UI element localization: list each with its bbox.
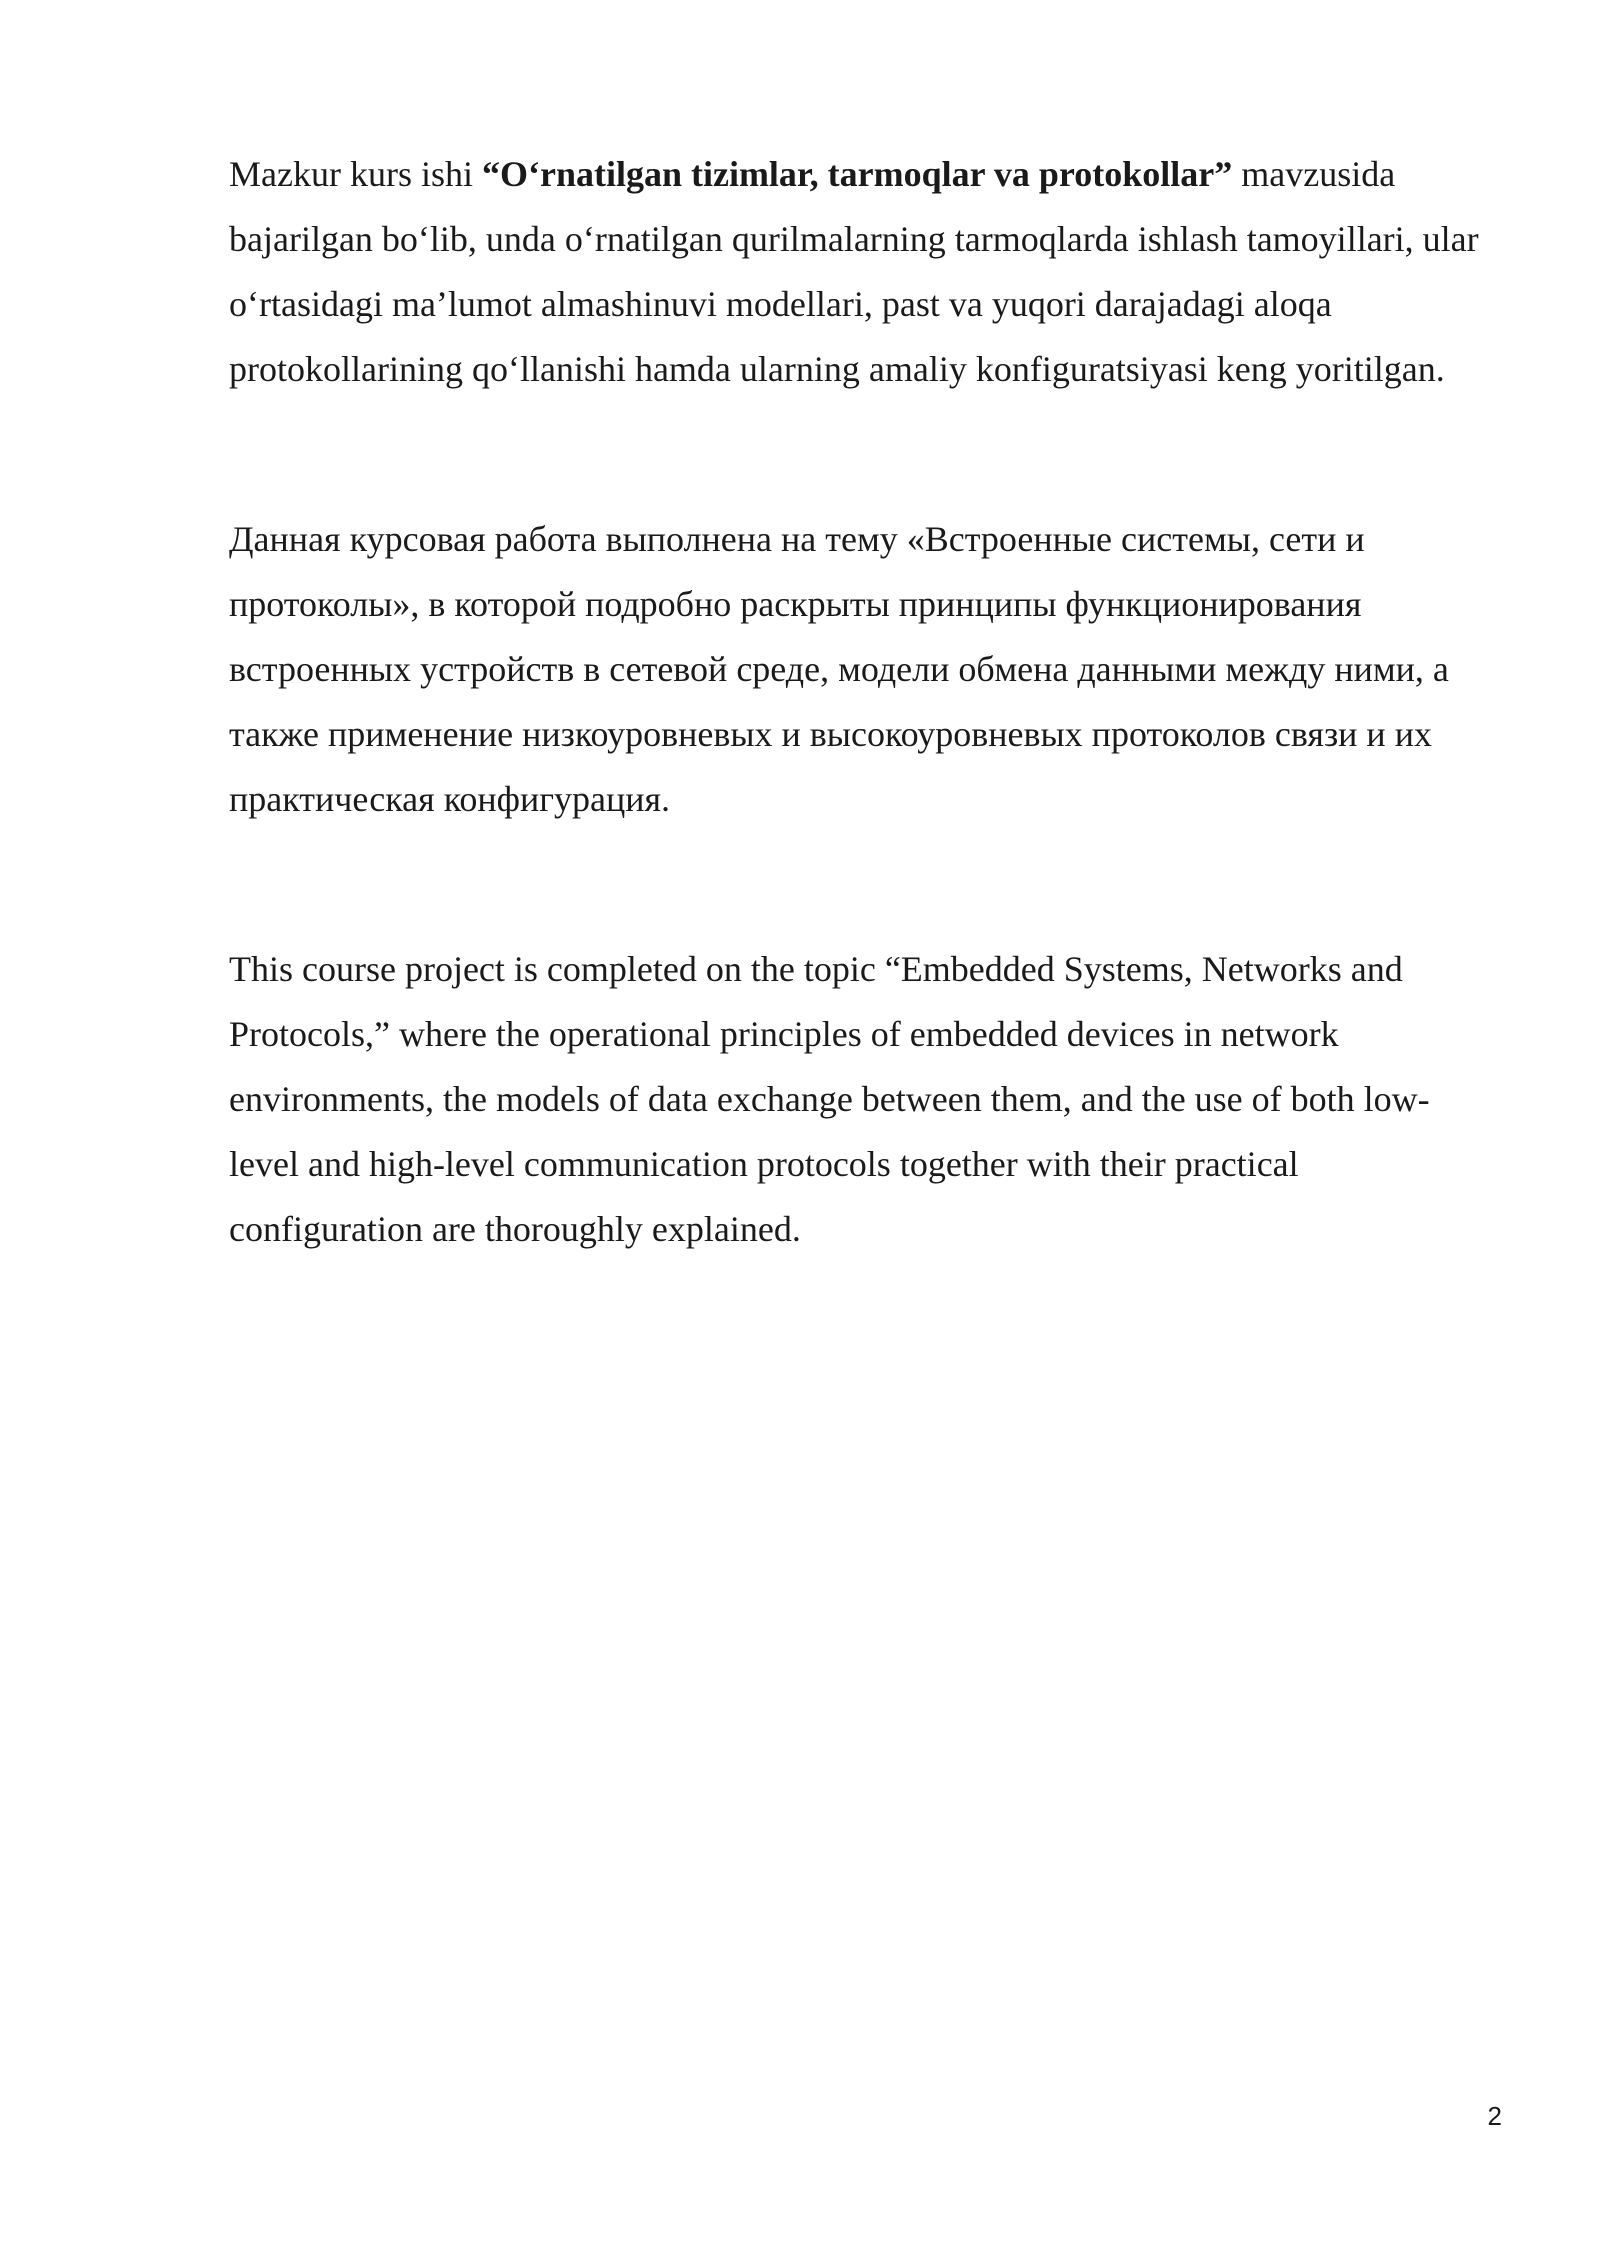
uzbek-text-prefix: Mazkur kurs ishi — [229, 154, 482, 194]
abstract-paragraph-uzbek — [229, 142, 1489, 402]
abstract-paragraph-russian: Данная курсовая работа выполнена на тему «Встроенные системы, сети и протоколы», в которой подробно раскрыты принципы функционирования встроенных устройств в сетевой среде, модели обмена данными между ними, а также применение низкоуровневых и высокоуровневых протоколов связи и их практическая конфигурация. — [229, 519, 1449, 819]
course-topic-bold: “O‘rnatilgan tizimlar, tarmoqlar va protokollar” — [481, 154, 1233, 194]
page-body — [229, 142, 1489, 1262]
abstract-paragraph-english: This course project is completed on the topic “Embedded Systems, Networks and Protocols,” where the operational principles of embedded devices in network environments, the models of data exchange between them, and the use of both low-level and high-level communication protocols together with their practical configuration are thoroughly explained. — [229, 949, 1430, 1249]
page-number: 2 — [1487, 2101, 1502, 2131]
uzbek-text-suffix: mavzusida bajarilgan bo‘lib, unda o‘rnatilgan qurilmalarning tarmoqlarda ishlash tamoyillari, ular o‘rtasidagi ma’lumot almashinuvi modellari, past va yuqori darajadagi aloqa protokollarining qo‘llanishi hamda ularning amaliy konfiguratsiyasi keng yoritilgan. — [229, 154, 1479, 389]
